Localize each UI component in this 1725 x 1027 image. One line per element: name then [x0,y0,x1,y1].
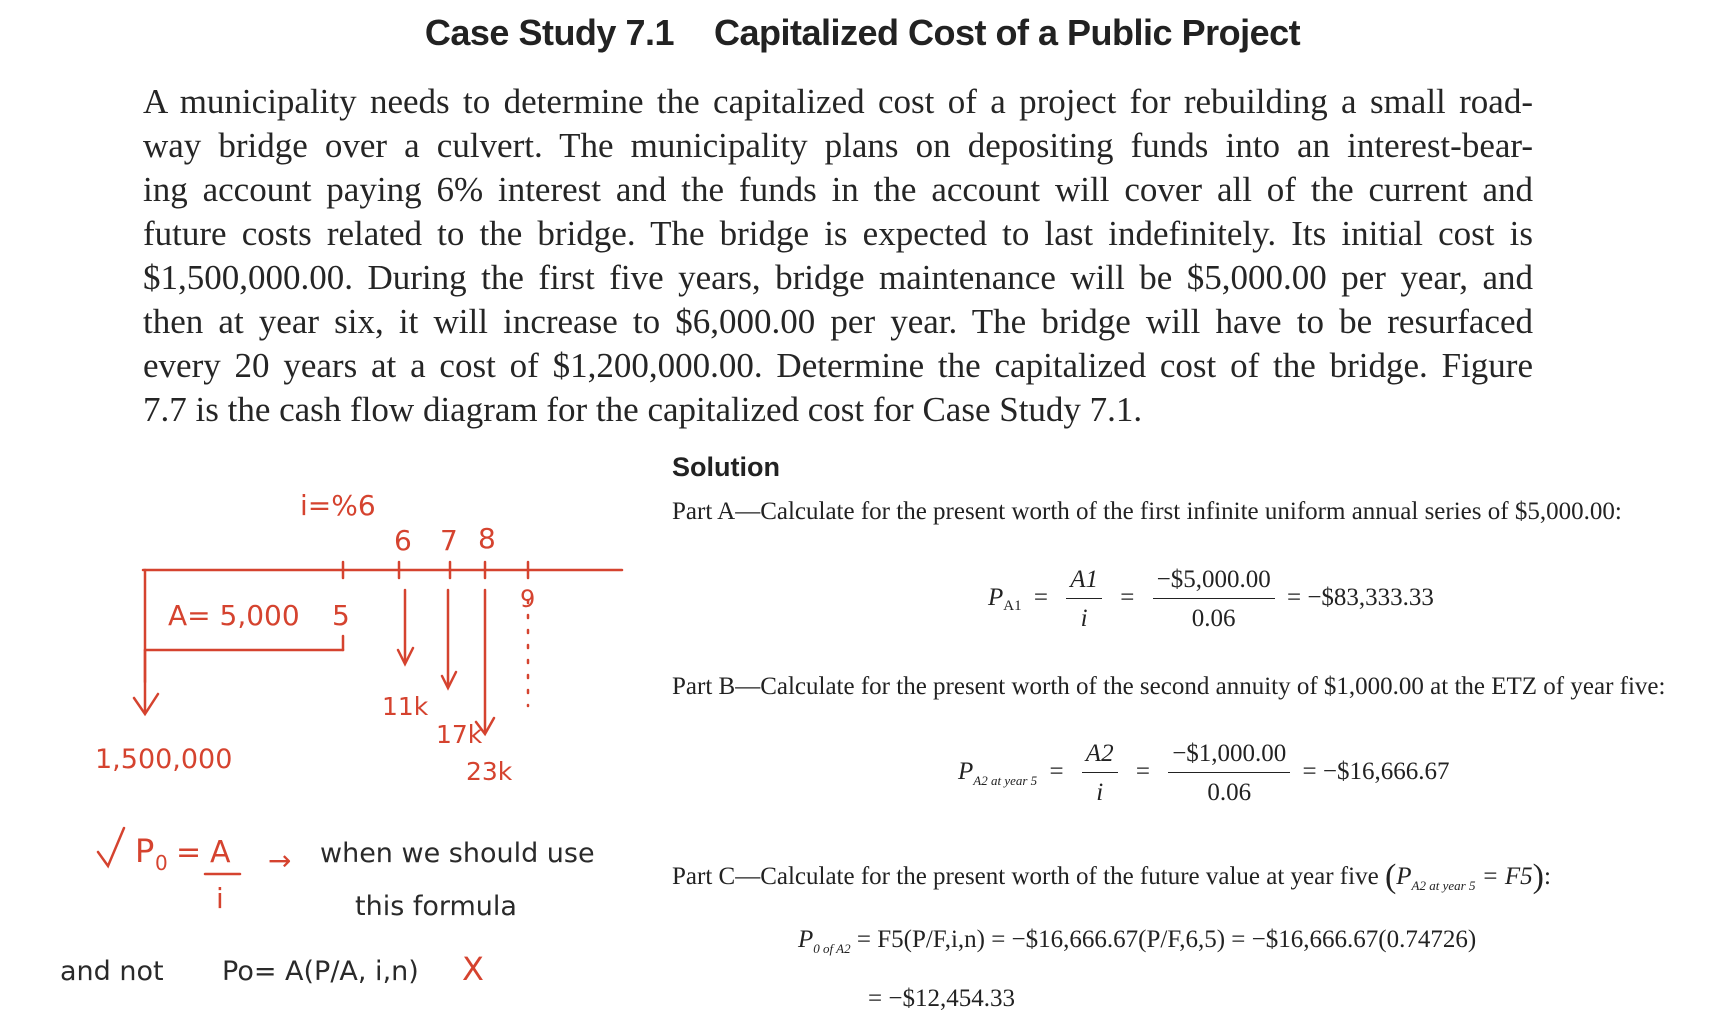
part-b-den2: 0.06 [1207,779,1252,806]
cf8-label: 23k [466,757,513,786]
part-c-rhs: = F5(P/F,i,n) = −$16,666.67(P/F,6,5) = −$16,666.67(0.74726) [856,926,1477,953]
year5-label: 5 [332,599,350,632]
part-c-equation [798,926,1476,957]
and-not-label: and not [60,956,164,987]
case-study-number: Case Study 7.1 [424,12,674,53]
paragraph-line: way bridge over a culvert. The municipality plans on depositing funds into an interest-bear- [143,126,1533,165]
part-a-num: A1 [1066,566,1102,599]
part-c-lhs: P [798,926,814,953]
case-study-title: Capitalized Cost of a Public Project [714,12,1301,53]
formula-p: P [135,832,155,870]
initial-cost-label: 1,500,000 [95,744,233,775]
part-c-paren-sub: A2 at year 5 [1411,878,1476,893]
problem-paragraph [143,80,1533,432]
part-a-text: Part A—Calculate for the present worth of the first infinite uniform annual series of $5,000.00: [672,498,1622,525]
solution-heading: Solution [672,452,780,482]
year8-label: 8 [478,522,496,555]
paragraph-line: future costs related to the bridge. The bridge is expected to last indefinitely. Its initial cost is [143,214,1533,253]
part-c-colon: : [1543,863,1551,890]
part-b-num: A2 [1082,740,1118,773]
paragraph-line: A municipality needs to determine the capitalized cost of a project for rebuilding a small road- [143,82,1533,121]
part-a-den2: 0.06 [1191,605,1236,632]
handwritten-cash-flow-diagram [0,450,650,1027]
part-b-lhs: P [958,758,974,786]
paragraph-line: every 20 years at a cost of $1,200,000.00. Determine the capitalized cost of the bridge. Figure [143,346,1533,385]
year9-label: 9 [520,585,536,613]
arrow-icon: → [268,844,292,877]
formula-denominator: i [216,882,224,915]
part-a-equation: $P_{A1}$ = $\frac{A1}{i}$ = $\frac{-\$5,000.00}{0.06}$ = −$83,333.33 [988,566,1434,632]
cross-icon: X [462,950,484,988]
part-a-lhs-sub: A1 [1003,598,1022,615]
annuity-label: A= 5,000 [168,599,300,632]
year7-label: 7 [440,524,458,557]
part-a-result: = −$83,333.33 [1286,584,1434,612]
page-title [0,12,1725,54]
part-c-result: = −$12,454.33 [868,985,1015,1012]
paragraph-line: 7.7 is the cash flow diagram for the capitalized cost for Case Study 7.1. [143,390,1143,429]
formula-numerator: A [210,835,231,870]
check-mark-icon [98,828,124,866]
part-b-result: = −$16,666.67 [1302,758,1450,786]
part-a-lhs: P [988,584,1004,612]
cf6-label: 11k [382,692,429,721]
interest-label: i=%6 [300,489,376,522]
part-a-num2: −$5,000.00 [1153,566,1275,599]
part-c-lhs-sub: 0 of A2 [813,941,851,956]
year6-label: 6 [394,524,412,557]
wrong-formula: Po= A(P/A, i,n) [222,956,419,987]
part-b-num2: −$1,000.00 [1168,740,1290,773]
cf7-label: 17k [436,720,483,749]
formula-equals: = [176,835,202,870]
part-b-equation: $P_{A2 at year 5}$ = $\frac{A2}{i}$ = $\frac{-\$1,000.00}{0.06}$ = −$16,666.67 [958,740,1450,806]
part-c-text: Part C—Calculate for the present worth of the future value at year five [672,863,1379,890]
part-a-den: i [1080,605,1088,632]
note-line2: this formula [355,891,517,922]
part-b-lhs-sub: A2 at year 5 [973,773,1038,789]
paragraph-line: $1,500,000.00. During the first five years, bridge maintenance will be $5,000.00 per year, and [143,258,1533,297]
note-line1: when we should use [320,838,595,869]
part-c-paren-lhs: P [1396,863,1412,890]
part-b-text: Part B—Calculate for the present worth of the second annuity of $1,000.00 at the ETZ of year five: [672,673,1666,700]
formula-subscript: 0 [155,851,168,875]
part-c-paren-rhs: = F5 [1481,863,1533,890]
paragraph-line: then at year six, it will increase to $6,000.00 per year. The bridge will have to be resurfaced [143,302,1533,341]
part-c-text-row: Part C—Calculate for the present worth of the future value at year five $(P_{A2 at year 5} = F5)$: [672,858,1551,895]
paragraph-line: ing account paying 6% interest and the funds in the account will cover all of the current and [143,170,1533,209]
part-b-den: i [1096,779,1104,806]
